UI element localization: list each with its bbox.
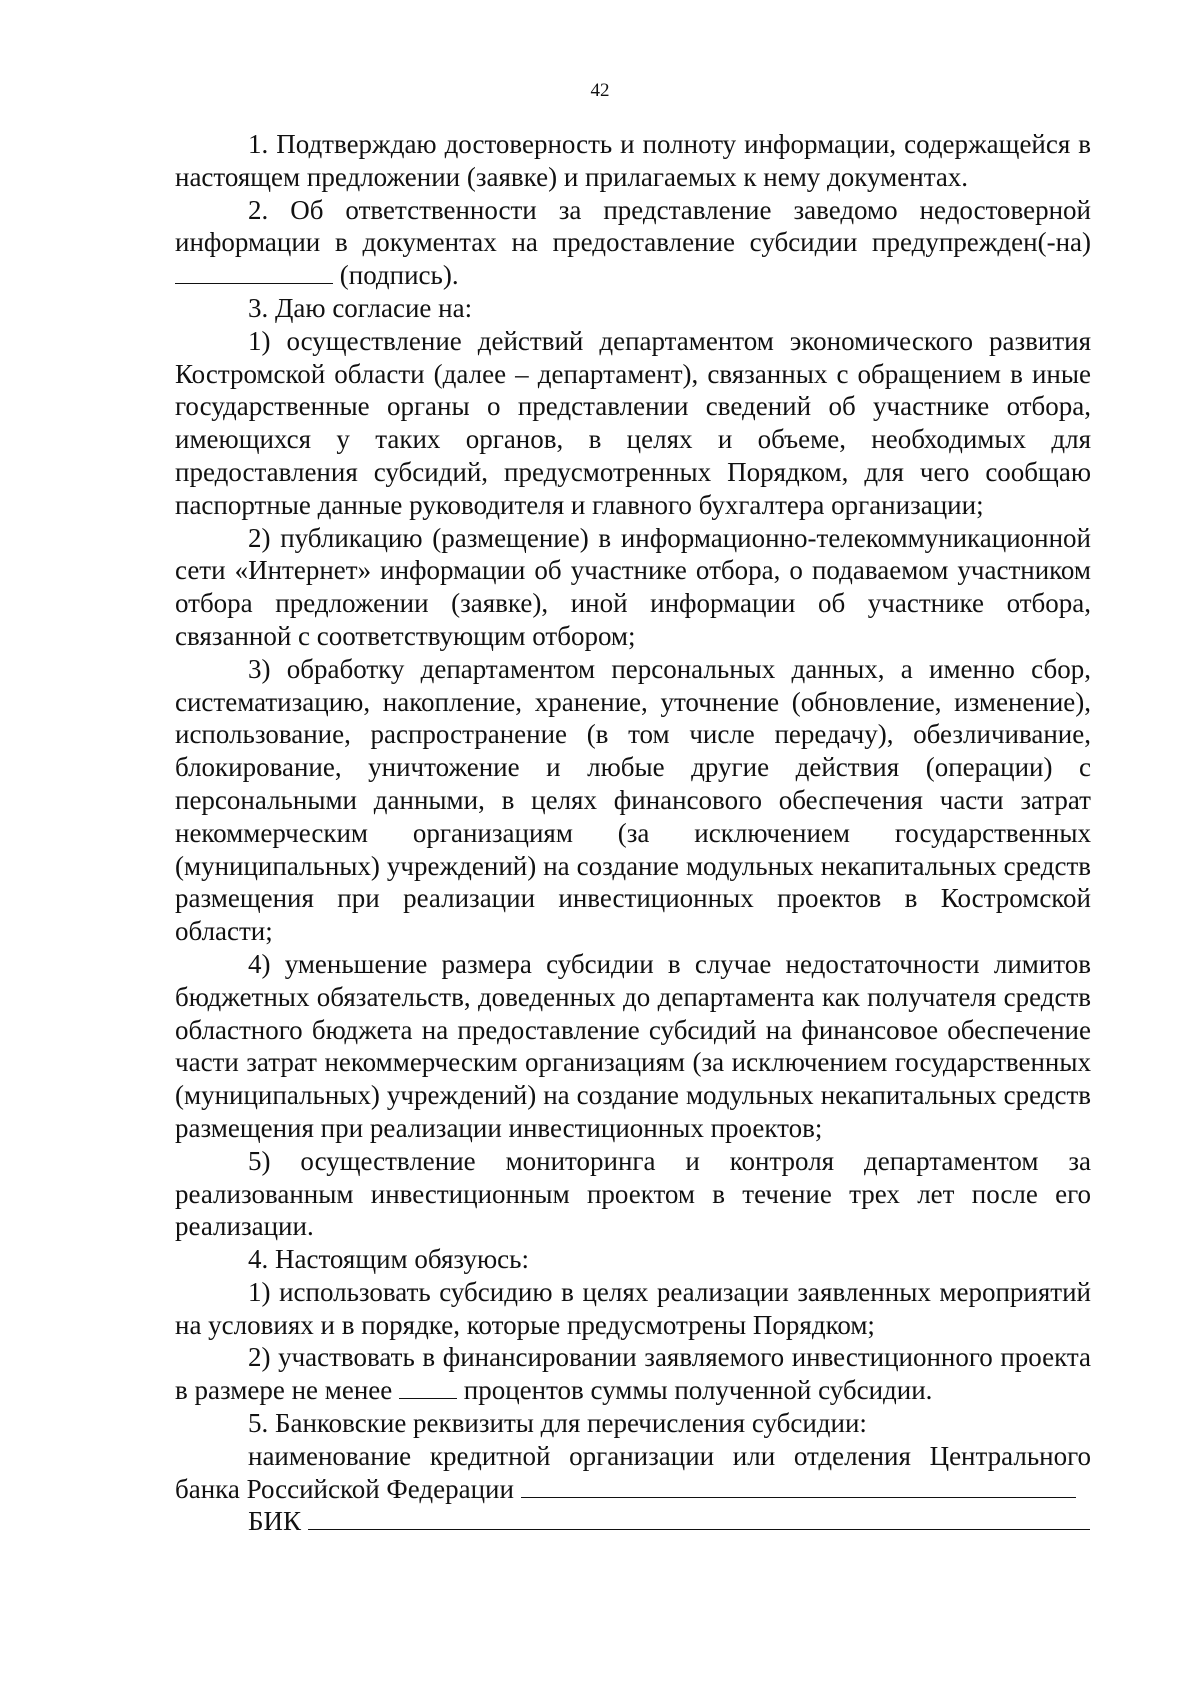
consent-heading: 3. Даю согласие на: bbox=[248, 292, 473, 323]
responsibility-text: 2. Об ответственности за представление заведомо недостоверной информации в документах на предоставление субсидии предупрежден(-на) bbox=[175, 194, 1091, 258]
bik-label: БИК bbox=[248, 1506, 308, 1537]
bank-name-blank bbox=[521, 1473, 1076, 1498]
obligation-item-2 bbox=[175, 1341, 1091, 1407]
obligation-item-2-before: 2) участвовать в финансировании заявляемого инвестиционного проекта в размере не менее bbox=[175, 1342, 1091, 1406]
page-number: 42 bbox=[590, 80, 610, 101]
consent-item-5: 5) осуществление мониторинга и контроля департаментом за реализованным инвестиционным проектом в течение трех лет после его реализации. bbox=[175, 1145, 1091, 1242]
obligation-heading: 4. Настоящим обязуюсь: bbox=[248, 1244, 529, 1275]
bik-field bbox=[175, 1505, 1091, 1538]
signature-label: (подпись). bbox=[333, 260, 459, 291]
paragraph-responsibility bbox=[175, 194, 1091, 292]
bank-name-label: наименование кредитной организации или отделения Центрального банка Российской Федерации bbox=[175, 1440, 1091, 1504]
obligation-item-2-after: процентов суммы полученной субсидии. bbox=[457, 1375, 933, 1406]
bik-blank bbox=[308, 1505, 1090, 1530]
percent-blank bbox=[399, 1374, 457, 1399]
consent-item-3: 3) обработку департаментом персональных данных, а именно сбор, систематизацию, накопление, хранение, уточнение (обновление, изменение), использование, распространение (в том числе передачу), обезличивание, блокирование, уничтожение и любые другие действия (операции) с персональными данными, в целях финансового обеспечения части затрат некоммерческим организациям (за исключением государственных (муниципальных) учреждений) на создание модульных некапитальных средств размещения при реализации инвестиционных проектов в Костромской области; bbox=[175, 653, 1091, 947]
consent-item-2: 2) публикацию (размещение) в информационно-телекоммуникационной сети «Интернет» информации об участнике отбора, о подаваемом участником отбора предложении (заявке), иной информации об участнике отбора, связанной с соответствующим отбором; bbox=[175, 522, 1091, 651]
signature-blank bbox=[175, 259, 333, 284]
consent-item-4: 4) уменьшение размера субсидии в случае недостаточности лимитов бюджетных обязательств, доведенных до департамента как получателя средств областного бюджета на предоставление субсидий на финансовое обеспечение части затрат некоммерческим организациям (за исключением государственных (муниципальных) учреждений) на создание модульных некапитальных средств размещения при реализации инвестиционных проектов; bbox=[175, 948, 1091, 1143]
bank-name-field bbox=[175, 1440, 1091, 1506]
obligation-item-1: 1) использовать субсидию в целях реализации заявленных мероприятий на условиях и в порядке, которые предусмотрены Порядком; bbox=[175, 1276, 1091, 1340]
document-body bbox=[175, 128, 1091, 1538]
consent-item-1: 1) осуществление действий департаментом экономического развития Костромской области (далее – департамент), связанных с обращением в иные государственные органы о представлении сведений об участнике отбора, имеющихся у таких органов, в целях и объеме, необходимых для предоставления субсидий, предусмотренных Порядком, для чего сообщаю паспортные данные руководителя и главного бухгалтера организации; bbox=[175, 325, 1091, 520]
paragraph-confirmation: 1. Подтверждаю достоверность и полноту информации, содержащейся в настоящем предложении (заявке) и прилагаемых к нему документах. bbox=[175, 129, 1091, 192]
bank-details-heading: 5. Банковские реквизиты для перечисления субсидии: bbox=[248, 1408, 867, 1439]
